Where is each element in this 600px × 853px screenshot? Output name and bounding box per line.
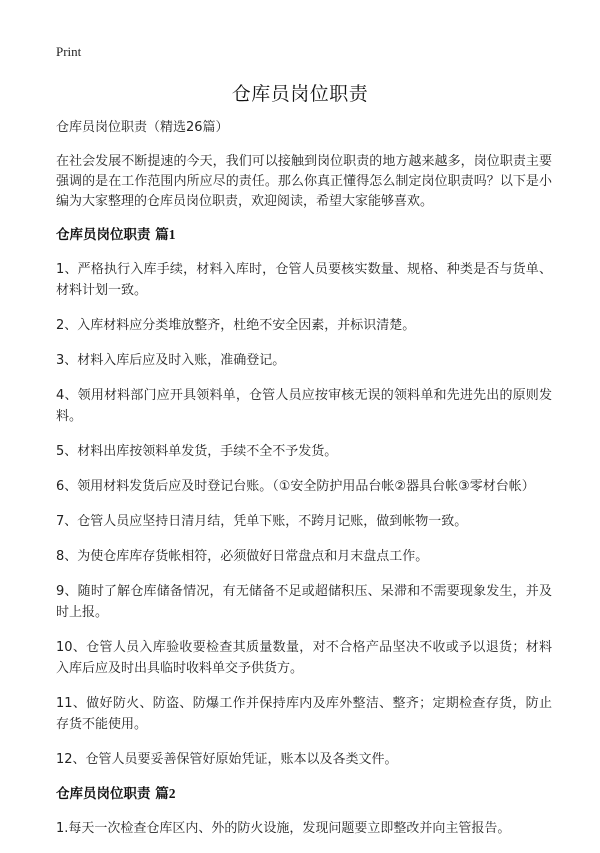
document-body <box>56 118 552 853</box>
list-item: 3、材料入库后应及时入账，准确登记。 <box>56 353 286 368</box>
list-item: 5、材料出库按领料单发货，手续不全不予发货。 <box>56 444 338 459</box>
section-heading-text: 仓库员岗位职责 篇 <box>56 786 169 802</box>
list-item: 1.每天一次检查仓库区内、外的防火设施，发现问题要立即整改并向主管报告。 <box>56 821 511 836</box>
print-label: Print <box>56 44 82 59</box>
list-item: 4、领用材料部门应开具领料单，仓管人员应按审核无误的领料单和先进先出的原则发料。 <box>56 388 552 424</box>
list-item: 10、仓管人员入库验收要检查其质量数量，对不合格产品坚决不收或予以退货；材料入库后应及时出具临时收料单交予供货方。 <box>56 640 552 676</box>
section-heading-number: 1 <box>168 227 176 242</box>
section-heading-number: 2 <box>168 786 176 801</box>
list-item: 7、仓管人员应坚持日清月结，凭单下账，不跨月记账，做到帐物一致。 <box>56 514 468 529</box>
list-item: 1、严格执行入库手续，材料入库时，仓管人员要核实数量、规格、种类是否与货单、材料计划一致。 <box>56 262 552 298</box>
list-item: 11、做好防火、防盗、防爆工作并保持库内及库外整洁、整齐；定期检查存货，防止存货不能使用。 <box>56 696 552 732</box>
section-heading <box>56 784 552 804</box>
section-1 <box>56 225 552 770</box>
list-item: 6、领用材料发货后应及时登记台账。（①安全防护用品台帐②器具台帐③零材台帐） <box>56 479 535 494</box>
section-heading-text: 仓库员岗位职责 篇 <box>56 227 169 243</box>
list-item: 8、为使仓库库存货帐相符，必须做好日常盘点和月末盘点工作。 <box>56 549 429 564</box>
section-2 <box>56 784 552 839</box>
intro-paragraph: 在社会发展不断提速的今天，我们可以接触到岗位职责的地方越来越多，岗位职责主要强调的是在工作范围内所应尽的责任。那么你真正懂得怎么制定岗位职责吗？以下是小编为大家整理的仓库员岗位职责，欢迎阅读，希望大家能够喜欢。 <box>56 154 552 209</box>
list-item: 12、仓管人员要妥善保管好原始凭证，账本以及各类文件。 <box>56 752 398 767</box>
document-subtitle: 仓库员岗位职责（精选26篇） <box>56 120 229 135</box>
section-heading <box>56 225 552 245</box>
list-item: 2、入库材料应分类堆放整齐，杜绝不安全因素，并标识清楚。 <box>56 318 416 333</box>
page-title: 仓库员岗位职责 <box>231 83 369 105</box>
list-item: 9、随时了解仓库储备情况，有无储备不足或超储积压、呆滞和不需要现象发生，并及时上报。 <box>56 584 552 620</box>
